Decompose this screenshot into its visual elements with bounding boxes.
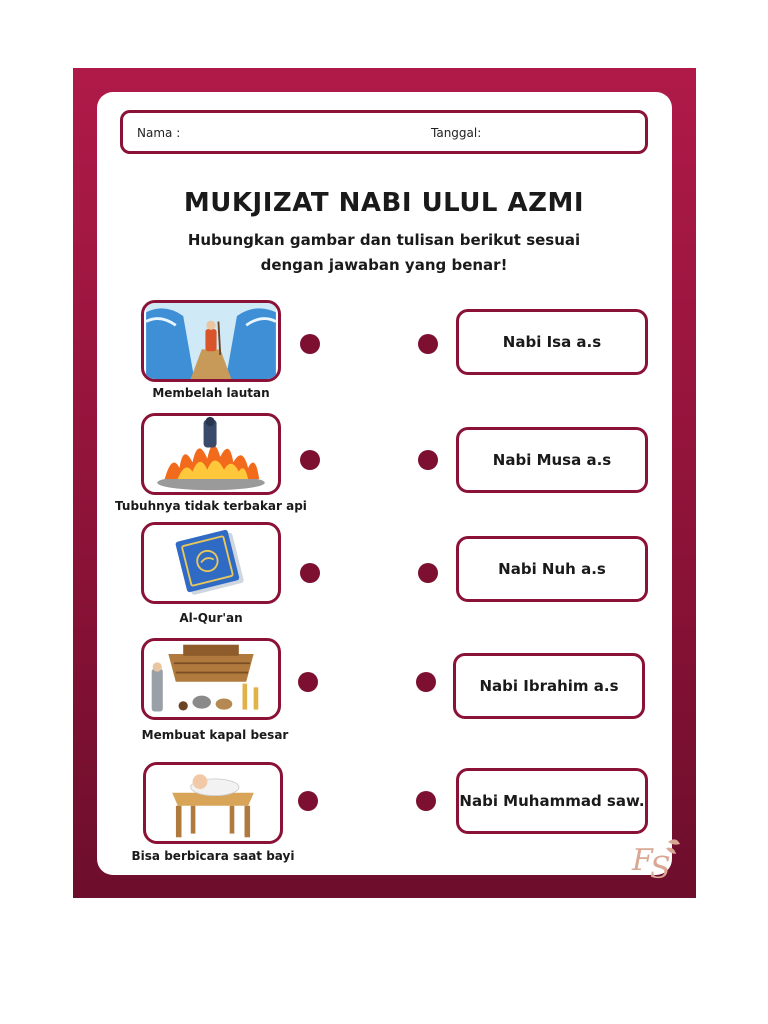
quran-book-icon [144,525,278,601]
instruction-line-1: Hubungkan gambar dan tulisan berikut sesuai [187,231,581,249]
picture-baby-cradle [143,762,283,844]
match-dot-picture-5[interactable] [298,791,318,811]
fire-icon [144,416,278,492]
caption-baby-cradle: Bisa berbicara saat bayi [131,849,295,863]
caption-quran: Al-Qur'an [179,611,243,625]
sea-parting-icon [144,303,278,379]
caption-ark: Membuat kapal besar [141,728,289,742]
match-dot-answer-4[interactable] [416,672,436,692]
ark-icon [144,641,278,717]
baby-cradle-icon [146,765,280,841]
caption-fire: Tubuhnya tidak terbakar api [115,499,307,513]
instruction-line-2: dengan jawaban yang benar! [260,256,508,274]
match-dot-picture-1[interactable] [300,334,320,354]
answer-box-4[interactable]: Nabi Ibrahim a.s [453,653,645,719]
date-field-label[interactable]: Tanggal: [431,126,482,140]
match-dot-picture-3[interactable] [300,563,320,583]
svg-text:S: S [650,851,671,884]
picture-quran [141,522,281,604]
answer-box-5[interactable]: Nabi Muhammad saw. [456,768,648,834]
name-field-label[interactable]: Nama : [137,126,181,140]
page-title: MUKJIZAT NABI ULUL AZMI [183,188,585,218]
picture-fire [141,413,281,495]
caption-sea-parting: Membelah lautan [152,386,270,400]
match-dot-answer-1[interactable] [418,334,438,354]
match-dot-picture-4[interactable] [298,672,318,692]
svg-text:F: F [632,843,653,878]
picture-sea-parting [141,300,281,382]
match-dot-answer-2[interactable] [418,450,438,470]
answer-box-3[interactable]: Nabi Nuh a.s [456,536,648,602]
match-dot-answer-3[interactable] [418,563,438,583]
match-dot-answer-5[interactable] [416,791,436,811]
answer-box-1[interactable]: Nabi Isa a.s [456,309,648,375]
name-date-box [120,110,648,154]
fs-logo-icon [628,832,684,884]
match-dot-picture-2[interactable] [300,450,320,470]
picture-ark [141,638,281,720]
answer-box-2[interactable]: Nabi Musa a.s [456,427,648,493]
